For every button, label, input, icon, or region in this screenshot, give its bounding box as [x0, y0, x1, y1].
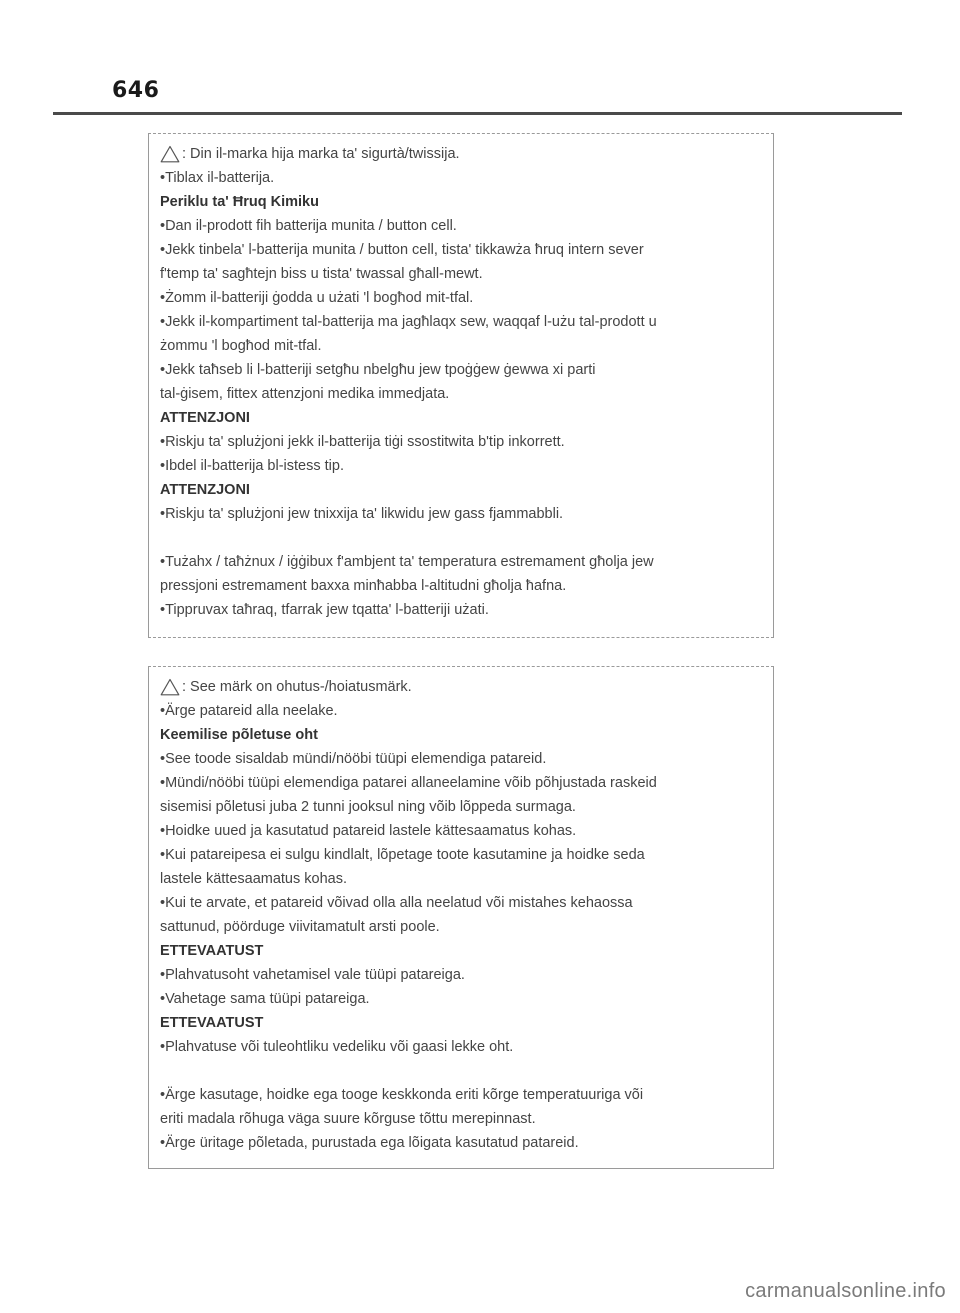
text-line: żommu 'l bogħod mit-tfal.	[160, 338, 322, 354]
text-line: •Jekk il-kompartiment tal-batterija ma jagħlaqx sew, waqqaf l-użu tal-prodott u	[160, 314, 657, 330]
warning-symbol-text: : See märk on ohutus-/hoiatusmärk.	[182, 679, 412, 695]
blank-line	[160, 1059, 773, 1083]
text-line: •Jekk taħseb li l-batteriji setgħu nbelgħu jew tpoġġew ġewwa xi parti	[160, 362, 596, 378]
section-heading: Keemilise põletuse oht	[160, 727, 318, 743]
section-heading: ETTEVAATUST	[160, 943, 264, 959]
warning-triangle-icon	[160, 145, 180, 163]
text-line: •Żomm il-batteriji ġodda u użati 'l bogħod mit-tfal.	[160, 290, 474, 306]
section-heading: Periklu ta' Ħruq Kimiku	[160, 194, 319, 210]
page-number: 646	[112, 78, 160, 103]
section-heading: ETTEVAATUST	[160, 1015, 264, 1031]
warning-symbol-line	[160, 142, 773, 166]
text-line: •Dan il-prodott fih batterija munita / button cell.	[160, 218, 457, 234]
text-line: •Tiblax il-batterija.	[160, 170, 275, 186]
header-rule	[53, 112, 902, 115]
warning-symbol-line	[160, 675, 773, 699]
text-line: •Ärge üritage põletada, purustada ega lõigata kasutatud patareid.	[160, 1135, 579, 1151]
text-line: tal-ġisem, fittex attenzjoni medika immedjata.	[160, 386, 450, 402]
text-line: eriti madala rõhuga väga suure kõrguse tõttu merepinnast.	[160, 1111, 536, 1127]
blank-line	[160, 526, 773, 550]
text-line: •See toode sisaldab mündi/nööbi tüüpi elemendiga patareid.	[160, 751, 547, 767]
warning-box-estonian	[148, 666, 774, 1169]
warning-symbol-text: : Din il-marka hija marka ta' sigurtà/twissija.	[182, 146, 460, 162]
text-line: •Riskju ta' splużjoni jew tnixxija ta' likwidu jew gass fjammabbli.	[160, 506, 564, 522]
section-heading: ATTENZJONI	[160, 410, 250, 426]
text-line: •Vahetage sama tüüpi patareiga.	[160, 991, 370, 1007]
text-line: •Hoidke uued ja kasutatud patareid lastele kättesaamatus kohas.	[160, 823, 577, 839]
text-line: •Mündi/nööbi tüüpi elemendiga patarei allaneelamine võib põhjustada raskeid	[160, 775, 657, 791]
text-line: •Riskju ta' splużjoni jekk il-batterija tiġi ssostitwita b'tip inkorrett.	[160, 434, 565, 450]
warning-triangle-icon	[160, 678, 180, 696]
text-line: lastele kättesaamatus kohas.	[160, 871, 347, 887]
text-line: •Plahvatuse või tuleohtliku vedeliku või gaasi lekke oht.	[160, 1039, 514, 1055]
text-line: sattunud, pöörduge viivitamatult arsti poole.	[160, 919, 440, 935]
text-line: •Tippruvax taħraq, tfarrak jew tqatta' l-batteriji użati.	[160, 602, 489, 618]
text-line: •Plahvatusoht vahetamisel vale tüüpi patareiga.	[160, 967, 465, 983]
watermark: carmanualsonline.info	[745, 1280, 946, 1302]
text-line: •Kui patareipesa ei sulgu kindlalt, lõpetage toote kasutamine ja hoidke seda	[160, 847, 645, 863]
box-lines	[160, 166, 773, 622]
text-line: •Ärge patareid alla neelake.	[160, 703, 338, 719]
section-heading: ATTENZJONI	[160, 482, 250, 498]
text-line: •Jekk tinbela' l-batterija munita / button cell, tista' tikkawża ħruq intern sever	[160, 242, 644, 258]
text-line: •Tużahx / taħżnux / iġġibux f'ambjent ta' temperatura estremament għolja jew	[160, 554, 654, 570]
text-line: sisemisi põletusi juba 2 tunni jooksul ning võib lõppeda surmaga.	[160, 799, 576, 815]
text-line: pressjoni estremament baxxa minħabba l-altitudni għolja ħafna.	[160, 578, 567, 594]
text-line: •Ärge kasutage, hoidke ega tooge keskkonda eriti kõrge temperatuuriga või	[160, 1087, 644, 1103]
box-lines	[160, 699, 773, 1155]
text-line: •Ibdel il-batterija bl-istess tip.	[160, 458, 344, 474]
warning-box-maltese	[148, 133, 774, 638]
text-line: f'temp ta' sagħtejn biss u tista' twassal għall-mewt.	[160, 266, 483, 282]
text-line: •Kui te arvate, et patareid võivad olla alla neelatud või mistahes kehaossa	[160, 895, 633, 911]
